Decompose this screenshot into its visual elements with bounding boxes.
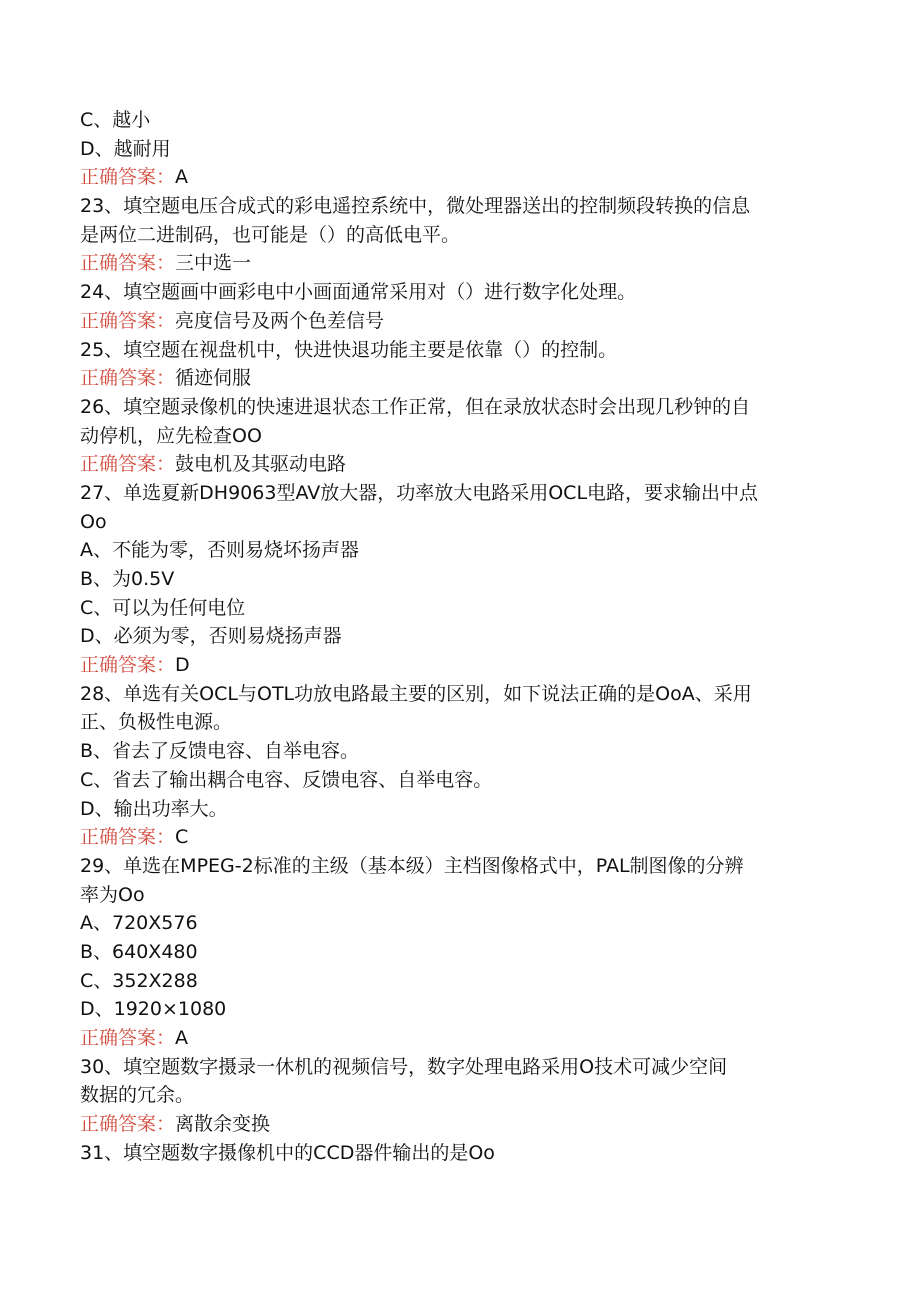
- answer-label: 正确答案：: [80, 309, 176, 332]
- answer-value: A: [175, 166, 189, 189]
- question-line: 23、填空题电压合成式的彩电遥控系统中，微处理器送出的控制频段转换的信息: [80, 195, 751, 218]
- answer-line: [80, 651, 840, 680]
- option-line: C、352X288: [80, 969, 198, 992]
- option-line: D、输出功率大。: [80, 797, 228, 820]
- answer-label: 正确答案：: [80, 367, 176, 390]
- option-line: C、可以为任何电位: [80, 596, 246, 619]
- question-line: 是两位二进制码，也可能是（）的高低电平。: [80, 223, 461, 246]
- option-line: D、1920×1080: [80, 998, 227, 1021]
- answer-label: 正确答案：: [80, 453, 176, 476]
- answer-value: 三中选一: [175, 252, 252, 275]
- question-line: 24、填空题画中画彩电中小画面通常采用对（）进行数字化处理。: [80, 281, 637, 304]
- question-line: 25、填空题在视盘机中，快进快退功能主要是依靠（）的控制。: [80, 338, 618, 361]
- answer-value: A: [175, 1027, 189, 1049]
- answer-value: 离散余变换: [175, 1113, 271, 1136]
- answer-line: [80, 823, 840, 852]
- option-line: D、必须为零，否则易烧扬声器: [80, 625, 342, 648]
- option-line: A、720X576: [80, 912, 198, 935]
- question-line: 29、单选在MPEG-2标准的主级（基本级）主档图像格式中，PAL制图像的分辨: [80, 854, 744, 877]
- answer-line: [80, 450, 840, 479]
- option-line: D、越耐用: [80, 137, 171, 160]
- answer-line: [80, 1024, 840, 1053]
- answer-value: D: [175, 654, 190, 677]
- question-line: 数据的冗余。: [80, 1084, 195, 1107]
- answer-value: 亮度信号及两个色差信号: [175, 309, 385, 332]
- answer-line: [80, 1110, 840, 1139]
- question-line: 正、负极性电源。: [80, 711, 233, 734]
- question-line: 28、单选有关OCL与OTL功放电路最主要的区别，如下说法正确的是OoA、采用: [80, 682, 752, 705]
- answer-value: C: [175, 826, 189, 849]
- question-line: Oo: [80, 510, 107, 533]
- question-line: 动停机，应先检查OO: [80, 424, 262, 447]
- answer-line: [80, 307, 840, 336]
- answer-label: 正确答案：: [80, 654, 176, 677]
- answer-label: 正确答案：: [80, 1113, 176, 1136]
- option-line: C、越小: [80, 109, 151, 131]
- answer-line: [80, 364, 840, 393]
- answer-line: [80, 249, 840, 278]
- answer-label: 正确答案：: [80, 252, 176, 275]
- answer-label: 正确答案：: [80, 166, 176, 189]
- answer-label: 正确答案：: [80, 826, 176, 849]
- answer-value: 鼓电机及其驱动电路: [175, 453, 347, 476]
- option-line: A、不能为零，否则易烧坏扬声器: [80, 539, 359, 562]
- answer-line: [80, 163, 840, 192]
- answer-label: 正确答案：: [80, 1027, 176, 1049]
- option-line: C、省去了输出耦合电容、反馈电容、自举电容。: [80, 768, 493, 791]
- question-line: 率为Oo: [80, 883, 145, 906]
- question-line: 27、单选夏新DH9063型AV放大器，功率放大电路采用OCL电路，要求输出中点: [80, 481, 759, 504]
- question-line: 31、填空题数字摄像机中的CCD器件输出的是Oo: [80, 1141, 495, 1164]
- document-page: [80, 106, 840, 1167]
- question-line: 30、填空题数字摄录一休机的视频信号，数字处理电路采用O技术可减少空间: [80, 1055, 728, 1078]
- question-line: 26、填空题录像机的快速进退状态工作正常，但在录放状态时会出现几秒钟的自: [80, 395, 751, 418]
- option-line: B、为0.5V: [80, 568, 175, 590]
- option-line: B、640X480: [80, 940, 198, 963]
- option-line: B、省去了反馈电容、自举电容。: [80, 740, 360, 763]
- answer-value: 循迹伺服: [175, 367, 252, 390]
